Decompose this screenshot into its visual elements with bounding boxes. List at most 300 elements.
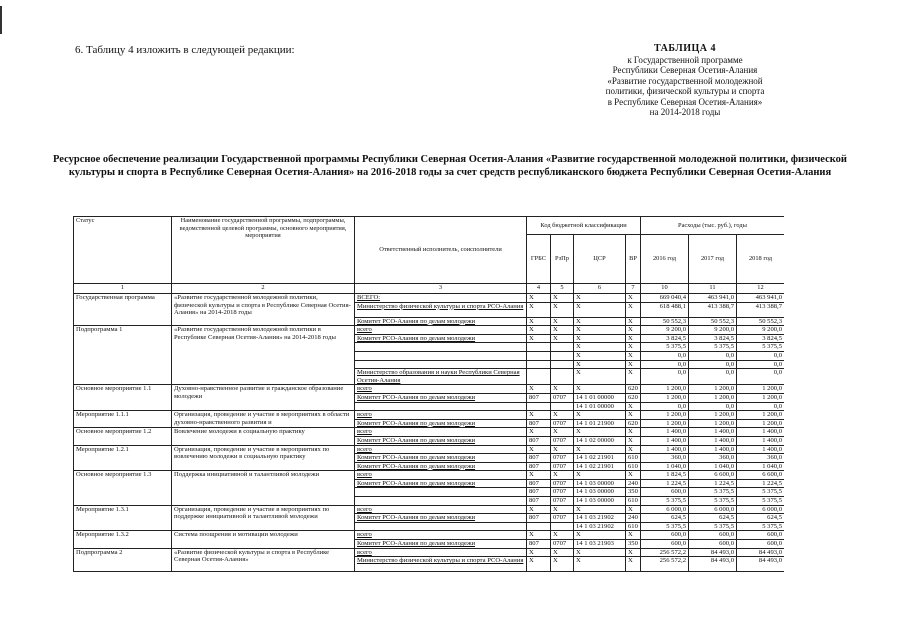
- header-csr: ЦСР: [574, 235, 626, 284]
- row-2018: 624,5: [737, 514, 785, 523]
- row-csr: 14 1 02 00000: [574, 436, 626, 445]
- row-vr: X: [626, 436, 641, 445]
- row-2017: 5 375,5: [689, 343, 737, 352]
- table-row: [74, 471, 785, 480]
- row-2018: 0,0: [737, 402, 785, 411]
- table-row: [74, 548, 785, 557]
- header-name: Наименование государственной программы, подпрограммы, ведомственной целевой программы, основного мероприятия, мероприятия: [172, 217, 355, 284]
- row-rzpr: 0707: [551, 479, 574, 488]
- row-2017: 9 200,0: [689, 326, 737, 335]
- row-executor: Министерство образования и науки Республики Северная Осетия-Алания: [355, 369, 527, 385]
- row-grbs: [527, 402, 551, 411]
- row-rzpr: X: [551, 385, 574, 394]
- row-executor: Комитет РСО-Алания по делам молодежи: [355, 317, 527, 326]
- table-row: [74, 326, 785, 335]
- row-2016: 1 200,0: [641, 419, 689, 428]
- row-rzpr: 0707: [551, 488, 574, 497]
- row-csr: X: [574, 445, 626, 454]
- row-executor: всего: [355, 445, 527, 454]
- row-2018: 0,0: [737, 360, 785, 369]
- row-2016: 624,5: [641, 514, 689, 523]
- row-vr: 620: [626, 393, 641, 402]
- row-rzpr: [551, 522, 574, 531]
- row-executor: [355, 351, 527, 360]
- row-vr: 610: [626, 522, 641, 531]
- row-2018: 6 000,0: [737, 505, 785, 514]
- row-2017: 1 400,0: [689, 428, 737, 437]
- row-2016: 1 400,0: [641, 436, 689, 445]
- row-rzpr: X: [551, 411, 574, 420]
- header-rzpr: РзПр: [551, 235, 574, 284]
- row-executor: [355, 360, 527, 369]
- row-2016: 5 375,5: [641, 522, 689, 531]
- row-2016: 1 200,0: [641, 393, 689, 402]
- row-csr: 14 1 01 00000: [574, 393, 626, 402]
- row-2017: 84 493,0: [689, 548, 737, 557]
- row-csr: X: [574, 360, 626, 369]
- row-csr: 14 1 03 21903: [574, 540, 626, 549]
- row-status: Мероприятие 1.3.2: [74, 531, 172, 548]
- row-2018: 1 224,5: [737, 479, 785, 488]
- row-2018: 600,0: [737, 540, 785, 549]
- header-codes-group: Код бюджетной классификации: [527, 217, 641, 235]
- row-grbs: [527, 522, 551, 531]
- row-2017: 5 375,5: [689, 488, 737, 497]
- row-2018: 463 941,0: [737, 294, 785, 303]
- row-2018: 1 200,0: [737, 393, 785, 402]
- row-vr: X: [626, 343, 641, 352]
- table-attachment-header: [560, 44, 810, 118]
- row-csr: 14 1 03 00000: [574, 497, 626, 506]
- row-2018: 0,0: [737, 351, 785, 360]
- row-status: Основное мероприятие 1.3: [74, 471, 172, 505]
- col-number: 12: [737, 284, 785, 294]
- row-2016: 50 552,3: [641, 317, 689, 326]
- row-2016: 0,0: [641, 360, 689, 369]
- row-executor: [355, 497, 527, 506]
- row-vr: X: [626, 531, 641, 540]
- row-csr: 14 1 01 21900: [574, 419, 626, 428]
- row-2018: 5 375,5: [737, 488, 785, 497]
- row-rzpr: X: [551, 548, 574, 557]
- row-rzpr: 0707: [551, 454, 574, 463]
- row-status: Мероприятие 1.1.1: [74, 411, 172, 428]
- col-number: 1: [74, 284, 172, 294]
- header-grbs: ГРБС: [527, 235, 551, 284]
- page-edge-mark: [0, 6, 2, 34]
- row-vr: X: [626, 294, 641, 303]
- row-status: Подпрограмма 1: [74, 326, 172, 385]
- row-csr: X: [574, 385, 626, 394]
- row-2016: 1 400,0: [641, 445, 689, 454]
- row-2016: 5 375,5: [641, 343, 689, 352]
- row-executor: Комитет РСО-Алания по делам молодежи: [355, 393, 527, 402]
- row-vr: X: [626, 369, 641, 385]
- header-2018: 2018 год: [737, 235, 785, 284]
- row-2018: 9 200,0: [737, 326, 785, 335]
- row-executor: всего: [355, 411, 527, 420]
- row-2018: 50 552,3: [737, 317, 785, 326]
- row-2017: 1 400,0: [689, 445, 737, 454]
- row-rzpr: X: [551, 428, 574, 437]
- row-executor: Комитет РСО-Алания по делам молодежи: [355, 419, 527, 428]
- row-grbs: X: [527, 302, 551, 317]
- row-executor: всего: [355, 471, 527, 480]
- row-vr: X: [626, 317, 641, 326]
- intro-text: 6. Таблицу 4 изложить в следующей редакции:: [75, 44, 295, 56]
- row-vr: X: [626, 334, 641, 343]
- document-title: Ресурсное обеспечение реализации Государственной программы Республики Северная Осетия-Алания «Развитие государственной молодежной политики, физической культуры и спорта в Республике Северная Осетия-Алания» на 2016-2018 годы за счет средств республиканского бюджета Республики Северная Осетия-Алания: [53, 154, 847, 178]
- header-status: Статус: [74, 217, 172, 284]
- row-csr: 14 1 03 00000: [574, 488, 626, 497]
- row-2016: 618 488,1: [641, 302, 689, 317]
- row-csr: 14 1 02 21901: [574, 454, 626, 463]
- row-rzpr: X: [551, 317, 574, 326]
- row-grbs: [527, 360, 551, 369]
- row-csr: X: [574, 302, 626, 317]
- row-rzpr: X: [551, 445, 574, 454]
- row-rzpr: X: [551, 302, 574, 317]
- row-executor: [355, 522, 527, 531]
- row-2018: 84 493,0: [737, 557, 785, 572]
- row-2017: 3 824,5: [689, 334, 737, 343]
- row-2018: 1 200,0: [737, 419, 785, 428]
- row-grbs: X: [527, 471, 551, 480]
- resource-table-wrapper: [73, 216, 784, 633]
- row-csr: X: [574, 411, 626, 420]
- row-2018: 600,0: [737, 531, 785, 540]
- row-vr: 610: [626, 462, 641, 471]
- row-2017: 600,0: [689, 531, 737, 540]
- row-2016: 1 200,0: [641, 385, 689, 394]
- row-status: Подпрограмма 2: [74, 548, 172, 572]
- row-grbs: 807: [527, 454, 551, 463]
- row-status: Основное мероприятие 1.2: [74, 428, 172, 445]
- row-2016: 1 824,5: [641, 471, 689, 480]
- row-executor: [355, 488, 527, 497]
- row-2018: 3 824,5: [737, 334, 785, 343]
- attachment-line: Республики Северная Осетия-Алания: [612, 65, 758, 75]
- row-vr: X: [626, 557, 641, 572]
- row-executor: Комитет РСО-Алания по делам молодежи: [355, 334, 527, 343]
- row-rzpr: 0707: [551, 393, 574, 402]
- row-executor: всего: [355, 326, 527, 335]
- row-executor: всего: [355, 428, 527, 437]
- row-csr: 14 1 03 00000: [574, 479, 626, 488]
- table-row: [74, 445, 785, 454]
- row-csr: X: [574, 351, 626, 360]
- row-executor: Комитет РСО-Алания по делам молодежи: [355, 454, 527, 463]
- row-2017: 6 600,0: [689, 471, 737, 480]
- row-grbs: X: [527, 505, 551, 514]
- row-2016: 360,0: [641, 454, 689, 463]
- row-grbs: [527, 351, 551, 360]
- row-csr: 14 1 01 00000: [574, 402, 626, 411]
- row-executor: Комитет РСО-Алания по делам молодежи: [355, 514, 527, 523]
- row-csr: X: [574, 369, 626, 385]
- row-csr: X: [574, 334, 626, 343]
- row-grbs: X: [527, 548, 551, 557]
- row-grbs: 807: [527, 497, 551, 506]
- header-executor: Ответственный исполнитель, соисполнители: [355, 217, 527, 284]
- row-rzpr: 0707: [551, 436, 574, 445]
- row-2017: 84 493,0: [689, 557, 737, 572]
- col-number: 4: [527, 284, 551, 294]
- row-vr: X: [626, 548, 641, 557]
- row-2017: 1 200,0: [689, 419, 737, 428]
- row-name: Организация, проведение и участие в мероприятиях в области духовно-нравственного развития и: [172, 411, 355, 428]
- row-grbs: X: [527, 294, 551, 303]
- row-2017: 50 552,3: [689, 317, 737, 326]
- col-number: 5: [551, 284, 574, 294]
- row-2018: 1 400,0: [737, 428, 785, 437]
- row-vr: 610: [626, 454, 641, 463]
- row-2018: 1 040,0: [737, 462, 785, 471]
- row-csr: 14 1 03 21902: [574, 522, 626, 531]
- row-csr: X: [574, 428, 626, 437]
- row-grbs: X: [527, 326, 551, 335]
- row-2018: 1 400,0: [737, 445, 785, 454]
- row-grbs: 807: [527, 436, 551, 445]
- row-rzpr: X: [551, 334, 574, 343]
- row-vr: 350: [626, 540, 641, 549]
- row-2018: 5 375,5: [737, 497, 785, 506]
- header-2017: 2017 год: [689, 235, 737, 284]
- row-rzpr: 0707: [551, 462, 574, 471]
- row-rzpr: X: [551, 531, 574, 540]
- row-2017: 1 400,0: [689, 436, 737, 445]
- row-2017: 0,0: [689, 360, 737, 369]
- row-status: Мероприятие 1.3.1: [74, 505, 172, 531]
- row-grbs: 807: [527, 479, 551, 488]
- row-executor: всего: [355, 548, 527, 557]
- row-csr: X: [574, 317, 626, 326]
- row-rzpr: [551, 360, 574, 369]
- row-2017: 1 200,0: [689, 411, 737, 420]
- row-executor: Комитет РСО-Алания по делам молодежи: [355, 479, 527, 488]
- row-2018: 6 600,0: [737, 471, 785, 480]
- row-2016: 600,0: [641, 531, 689, 540]
- row-vr: X: [626, 302, 641, 317]
- row-2016: 3 824,5: [641, 334, 689, 343]
- row-grbs: X: [527, 428, 551, 437]
- row-name: Организация, проведение и участие в мероприятиях по вовлечению молодежи в социальную практику: [172, 445, 355, 471]
- row-2017: 600,0: [689, 540, 737, 549]
- row-vr: X: [626, 326, 641, 335]
- row-vr: 620: [626, 419, 641, 428]
- col-number: 2: [172, 284, 355, 294]
- row-executor: Министерство физической культуры и спорта РСО-Алания: [355, 302, 527, 317]
- row-grbs: X: [527, 334, 551, 343]
- row-2017: 1 040,0: [689, 462, 737, 471]
- col-number: 10: [641, 284, 689, 294]
- row-rzpr: 0707: [551, 514, 574, 523]
- row-name: «Развитие государственной молодежной политики в Республике Северная Осетия-Алания» на 2014-2018 годы: [172, 326, 355, 385]
- row-2017: 1 224,5: [689, 479, 737, 488]
- row-vr: X: [626, 428, 641, 437]
- row-rzpr: X: [551, 557, 574, 572]
- row-2016: 669 040,4: [641, 294, 689, 303]
- row-rzpr: X: [551, 505, 574, 514]
- row-2017: 0,0: [689, 369, 737, 385]
- row-csr: X: [574, 531, 626, 540]
- row-executor: Комитет РСО-Алания по делам молодежи: [355, 540, 527, 549]
- row-executor: Комитет РСО-Алания по делам молодежи: [355, 462, 527, 471]
- row-2017: 463 941,0: [689, 294, 737, 303]
- resource-table: [73, 216, 784, 572]
- row-2018: 360,0: [737, 454, 785, 463]
- row-rzpr: [551, 343, 574, 352]
- row-2018: 1 200,0: [737, 385, 785, 394]
- row-csr: X: [574, 471, 626, 480]
- attachment-line: к Государственной программе: [627, 54, 743, 65]
- row-2016: 256 572,2: [641, 548, 689, 557]
- row-grbs: X: [527, 411, 551, 420]
- col-number: 7: [626, 284, 641, 294]
- row-vr: X: [626, 402, 641, 411]
- col-number: 11: [689, 284, 737, 294]
- row-grbs: X: [527, 445, 551, 454]
- row-2016: 1 200,0: [641, 411, 689, 420]
- row-csr: X: [574, 548, 626, 557]
- row-rzpr: [551, 351, 574, 360]
- row-vr: X: [626, 351, 641, 360]
- row-rzpr: X: [551, 326, 574, 335]
- row-grbs: X: [527, 385, 551, 394]
- table-row: [74, 294, 785, 303]
- row-name: Система поощрения и мотивации молодежи: [172, 531, 355, 548]
- row-rzpr: [551, 402, 574, 411]
- row-2018: 5 375,5: [737, 343, 785, 352]
- row-name: Организация, проведение и участие в мероприятиях по поддержке инициативной и талантливой молодежи: [172, 505, 355, 531]
- attachment-line: политики, физической культуры и спорта: [605, 86, 765, 96]
- table-row: [74, 531, 785, 540]
- row-csr: X: [574, 557, 626, 572]
- table-row: [74, 505, 785, 514]
- row-name: Вовлечение молодежи в социальную практику: [172, 428, 355, 445]
- column-number-row: [74, 284, 785, 294]
- row-name: «Развитие государственной молодежной политики, физической культуры и спорта в Республике Северная Осетия-Алания» на 2014-2018 годы: [172, 294, 355, 326]
- row-rzpr: 0707: [551, 540, 574, 549]
- row-csr: 14 1 02 21901: [574, 462, 626, 471]
- row-name: «Развитие физической культуры и спорта в Республике Северная Осетия-Алания»: [172, 548, 355, 572]
- row-2017: 5 375,5: [689, 497, 737, 506]
- table-row: [74, 385, 785, 394]
- row-2016: 0,0: [641, 402, 689, 411]
- row-csr: X: [574, 294, 626, 303]
- row-2017: 413 388,7: [689, 302, 737, 317]
- row-status: Основное мероприятие 1.1: [74, 385, 172, 411]
- row-csr: X: [574, 326, 626, 335]
- row-2017: 624,5: [689, 514, 737, 523]
- header-2016: 2016 год: [641, 235, 689, 284]
- row-vr: 240: [626, 514, 641, 523]
- row-2016: 0,0: [641, 369, 689, 385]
- row-executor: Министерство физической культуры и спорта РСО-Алания: [355, 557, 527, 572]
- row-rzpr: X: [551, 294, 574, 303]
- row-grbs: [527, 369, 551, 385]
- row-2018: 1 400,0: [737, 436, 785, 445]
- row-2017: 0,0: [689, 402, 737, 411]
- row-2016: 9 200,0: [641, 326, 689, 335]
- row-grbs: 807: [527, 488, 551, 497]
- row-executor: всего: [355, 385, 527, 394]
- row-vr: X: [626, 471, 641, 480]
- col-number: 6: [574, 284, 626, 294]
- row-2018: 413 388,7: [737, 302, 785, 317]
- row-2017: 1 200,0: [689, 393, 737, 402]
- row-2016: 6 000,0: [641, 505, 689, 514]
- row-executor: всего: [355, 505, 527, 514]
- row-rzpr: X: [551, 471, 574, 480]
- row-2016: 600,0: [641, 540, 689, 549]
- row-executor: Комитет РСО-Алания по делам молодежи: [355, 436, 527, 445]
- table-number: ТАБЛИЦА 4: [654, 43, 716, 54]
- table-row: [74, 411, 785, 420]
- row-vr: X: [626, 445, 641, 454]
- row-2016: 600,0: [641, 488, 689, 497]
- row-vr: 610: [626, 497, 641, 506]
- row-2016: 1 040,0: [641, 462, 689, 471]
- row-2017: 0,0: [689, 351, 737, 360]
- row-2016: 0,0: [641, 351, 689, 360]
- row-rzpr: [551, 369, 574, 385]
- attachment-line: «Развитие государственной молодежной: [607, 75, 763, 86]
- col-number: 3: [355, 284, 527, 294]
- row-vr: X: [626, 360, 641, 369]
- row-2016: 1 400,0: [641, 428, 689, 437]
- attachment-line: на 2014-2018 годы: [649, 107, 721, 117]
- row-csr: 14 1 03 21902: [574, 514, 626, 523]
- attachment-line: в Республике Северная Осетия-Алания»: [607, 96, 763, 107]
- row-2016: 1 224,5: [641, 479, 689, 488]
- row-2017: 1 200,0: [689, 385, 737, 394]
- row-2017: 360,0: [689, 454, 737, 463]
- row-status: Государственная программа: [74, 294, 172, 326]
- row-vr: X: [626, 411, 641, 420]
- row-rzpr: 0707: [551, 497, 574, 506]
- header-expenses-group: Расходы (тыс. руб.), годы: [641, 217, 785, 235]
- row-status: Мероприятие 1.2.1: [74, 445, 172, 471]
- row-executor: [355, 402, 527, 411]
- row-grbs: X: [527, 531, 551, 540]
- row-grbs: X: [527, 557, 551, 572]
- row-name: Поддержка инициативной и талантливой молодежи: [172, 471, 355, 505]
- row-executor: всего: [355, 531, 527, 540]
- row-vr: 620: [626, 385, 641, 394]
- row-grbs: X: [527, 317, 551, 326]
- row-2016: 5 375,5: [641, 497, 689, 506]
- row-executor: ВСЕГО:: [355, 294, 527, 303]
- row-grbs: 807: [527, 514, 551, 523]
- row-2016: 256 572,2: [641, 557, 689, 572]
- row-csr: X: [574, 343, 626, 352]
- row-rzpr: 0707: [551, 419, 574, 428]
- row-grbs: 807: [527, 419, 551, 428]
- row-2017: 6 000,0: [689, 505, 737, 514]
- row-2018: 1 200,0: [737, 411, 785, 420]
- row-vr: X: [626, 505, 641, 514]
- row-grbs: 807: [527, 540, 551, 549]
- row-2018: 0,0: [737, 369, 785, 385]
- table-row: [74, 428, 785, 437]
- header-vr: ВР: [626, 235, 641, 284]
- row-2018: 5 375,5: [737, 522, 785, 531]
- row-grbs: 807: [527, 462, 551, 471]
- row-grbs: [527, 343, 551, 352]
- row-vr: 240: [626, 479, 641, 488]
- row-name: Духовно-нравственное развитие и гражданское образование молодежи: [172, 385, 355, 411]
